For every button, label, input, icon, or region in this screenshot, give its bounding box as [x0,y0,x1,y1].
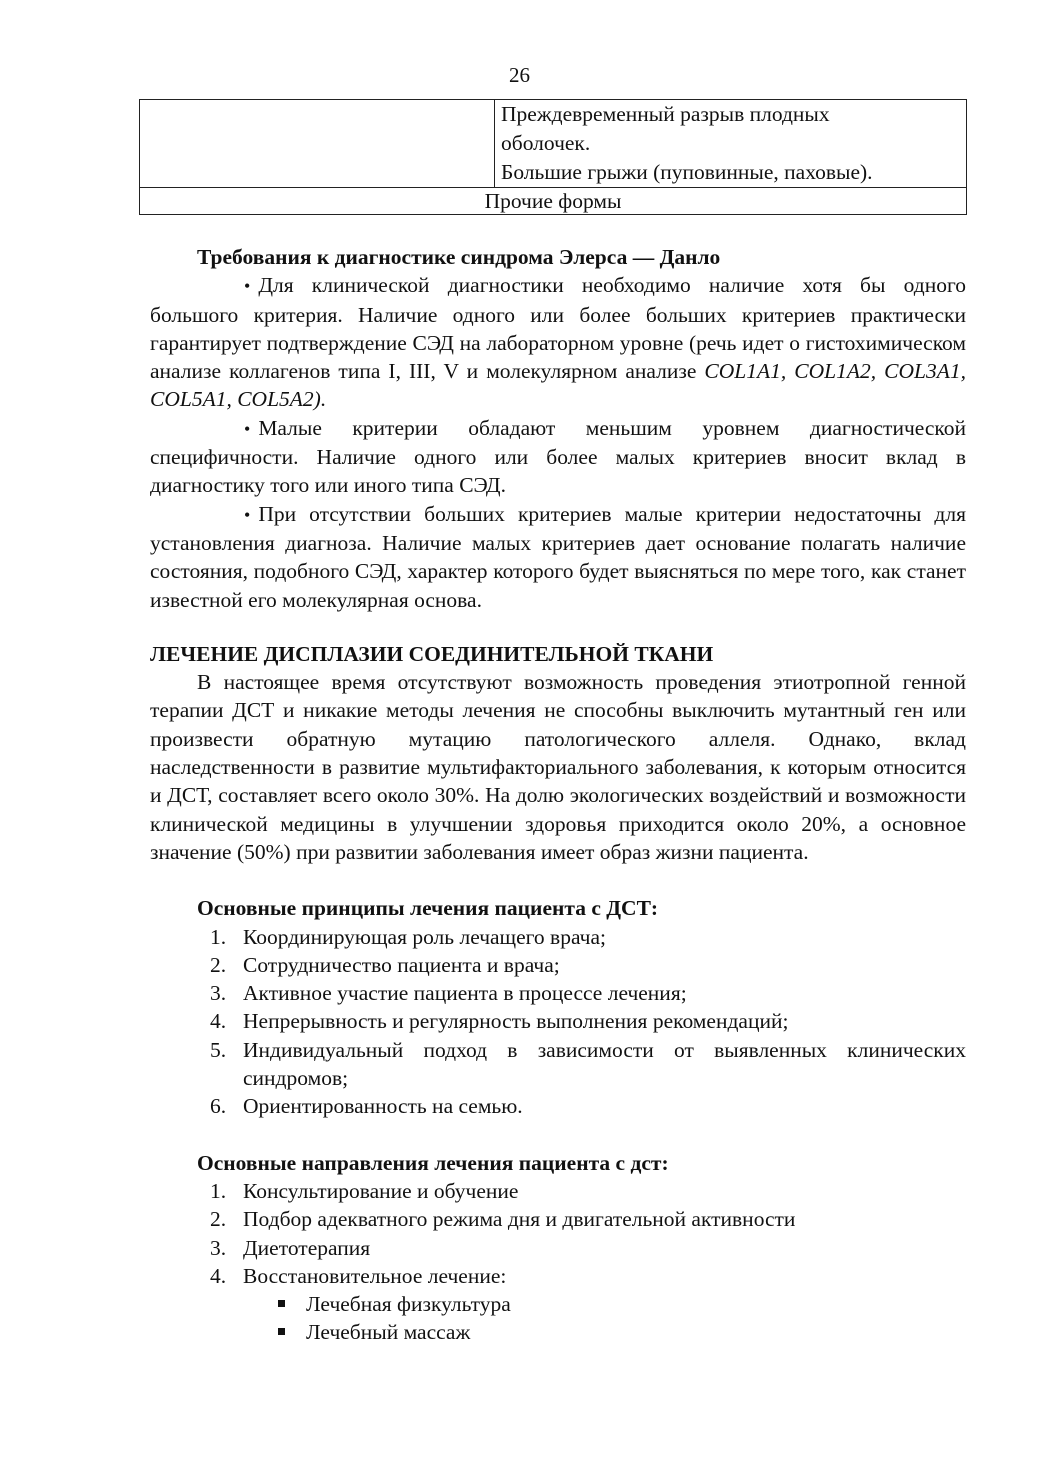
list-item [150,1036,966,1093]
table-cell-line: Преждевременный разрыв плодных [501,102,830,126]
gene-list: COL1A1, COL1A2, COL3A1, COL5A1, COL5A2). [150,359,966,412]
table-footer-row: Прочие формы [140,188,967,215]
list-item-text: Ориентированность на семью. [243,1094,523,1119]
rehab-sublist [150,1290,966,1347]
list-item [150,1262,966,1290]
list-item [150,1007,966,1035]
list-number: 3. [210,1235,227,1260]
list-item-text: Сотрудничество пациента и врача; [243,952,560,977]
list-number: 4. [210,1009,227,1034]
list-item-text: Консультирование и обучение [243,1178,519,1203]
sublist-item-text: Лечебная физкультура [306,1292,511,1317]
requirements-heading: Требования к диагностике синдрома Элерса — Данло [197,245,721,269]
list-item-text: Индивидуальный подход в зависимости от выявленных клинических синдромов; [243,1037,966,1091]
bullet-icon: • [244,504,251,525]
table-cell-line: Большие грыжи (пуповинные, паховые). [501,160,873,184]
list-number: 4. [210,1263,227,1288]
list-item [150,1177,966,1205]
bullet-paragraph [150,271,966,413]
list-number: 5. [210,1037,227,1062]
sublist-item [150,1318,966,1346]
table-row [140,100,967,188]
list-item-text: Непрерывность и регулярность выполнения рекомендаций; [243,1009,789,1034]
sublist-item-text: Лечебный массаж [306,1320,471,1345]
directions-list [150,1177,966,1290]
list-item-text: Диетотерапия [243,1235,371,1260]
treatment-heading: ЛЕЧЕНИЕ ДИСПЛАЗИИ СОЕДИНИТЕЛЬНОЙ ТКАНИ [150,641,714,666]
principles-list [150,923,966,1121]
list-item [150,951,966,979]
page-number: 26 [509,63,530,87]
principles-heading: Основные принципы лечения пациента с ДСТ: [197,896,659,921]
bullet-paragraph [150,414,966,500]
page-content [150,243,966,1347]
list-number: 1. [210,1178,227,1203]
square-bullet-icon [278,1300,285,1307]
list-item [150,979,966,1007]
list-item-text: Восстановительное лечение: [243,1263,507,1288]
table-row [140,188,967,215]
bullet-icon: • [244,276,251,297]
list-item-text: Подбор адекватного режима дня и двигательной активности [243,1207,796,1232]
bullet-text: При отсутствии больших критериев малые критерии недостаточны для установления диагноза. Наличие малых критериев дает основание полагать наличие состояния, подобного СЭД, характер которого будет выясняться по мере того, как станет известной его молекулярная основа. [150,501,966,612]
bullet-text: Малые критерии обладают меньшим уровнем диагностической специфичности. Наличие одного или более малых критериев вносит вклад в диагностику того или иного типа СЭД. [150,415,966,498]
list-item [150,1205,966,1233]
bullet-paragraph [150,500,966,614]
list-item-text: Активное участие пациента в процессе лечения; [243,981,687,1006]
table-cell-empty [140,100,495,188]
table-cell-text [495,100,967,188]
list-number: 1. [210,924,227,949]
treatment-paragraph: В настоящее время отсутствуют возможность проведения этиотропной генной терапии ДСТ и никакие методы лечения не способны выключить мутантный ген или произвести обратную мутацию патологического аллеля. Однако, вклад наследственности в развитие мультифакториального заболевания, к которым относится и ДСТ, составляет всего около 30%. На долю экологических воздействий и возможности клинической медицины в улучшении здоровья приходится около 20%, а основное значение (50%) при развитии заболевания имеет образ жизни пациента. [150,670,966,864]
directions-heading: Основные направления лечения пациента с дст: [197,1150,669,1175]
list-item-text: Координирующая роль лечащего врача; [243,924,606,949]
list-item [150,923,966,951]
square-bullet-icon [278,1328,285,1335]
list-number: 2. [210,952,227,977]
bullet-icon: • [244,418,251,439]
list-item [150,1092,966,1120]
sublist-item [150,1290,966,1318]
list-item [150,1234,966,1262]
bullet-text: Для клинической диагностики необходимо наличие хотя бы одного большого критерия. Наличие одного или более больших критериев практически гарантирует подтверждение СЭД на лабораторном уровне (речь идет о гистохимическом анализе коллагенов типа I, III, V и молекулярном анализе [150,273,966,384]
list-number: 6. [210,1094,227,1119]
table-cell-line: оболочек. [501,131,591,155]
list-number: 2. [210,1207,227,1232]
list-number: 3. [210,981,227,1006]
criteria-table [139,99,967,215]
